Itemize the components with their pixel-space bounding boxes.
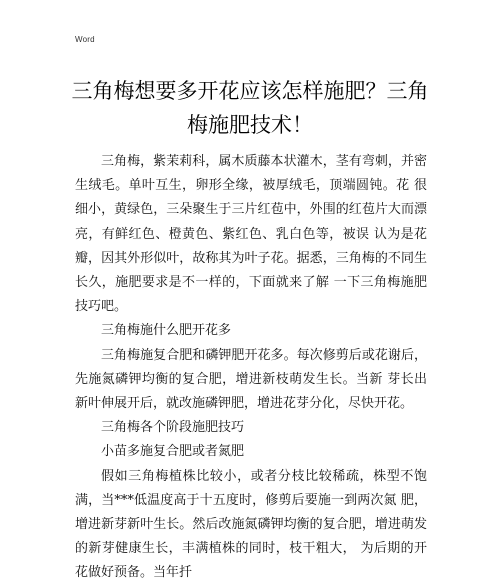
section-heading-stage-tips: 三角梅各个阶段施肥技巧 — [101, 420, 245, 436]
document-body — [75, 150, 427, 586]
subheading-seedling: 小苗多施复合肥或者氮肥 — [101, 444, 245, 460]
paragraph-intro: 三角梅，紫茉莉科，属木质藤本状灌木，茎有弯刺，并密生绒毛。单叶互生，卵形全缘，被厚绒毛，顶端圆钝。花 很细小，黄绿色，三朵聚生于三片红苞中，外围的红苞片大而漂亮，有鲜红色、橙黄色、紫红色、乳白色等，被误 认为是花瓣，因其外形似叶，故称其为叶子花。据悉，三角梅的不同生长久，施肥要求是不一样的，下面就来了解 一下三角梅施肥技巧吧。 — [75, 154, 427, 315]
header-label: Word — [75, 35, 95, 44]
paragraph-fertilizer-type: 三角梅施复合肥和磷钾肥开花多。每次修剪后或花谢后，先施氮磷钾均衡的复合肥，增进新枝萌发生长。当新 芽长出新叶伸展开后，就改施磷钾肥，增进花芽分化，尽快开花。 — [75, 347, 427, 412]
section-heading-fertilizer-type: 三角梅施什么肥开花多 — [101, 323, 232, 339]
paragraph-seedling: 假如三角梅植株比较小，或者分枝比较稀疏，株型不饱满，当***低温度高于十五度时，修剪后要施一到两次氮 肥，增进新芽新叶生长。然后改施氮磷钾均衡的复合肥，增进萌发的新芽健康生长，丰满植株的同时，枝干粗大， 为后期的开花做好预备。当年扦 — [75, 468, 427, 581]
document-title: 三角梅想要多开花应该怎样施肥？三角梅施肥技术！ — [71, 79, 429, 137]
